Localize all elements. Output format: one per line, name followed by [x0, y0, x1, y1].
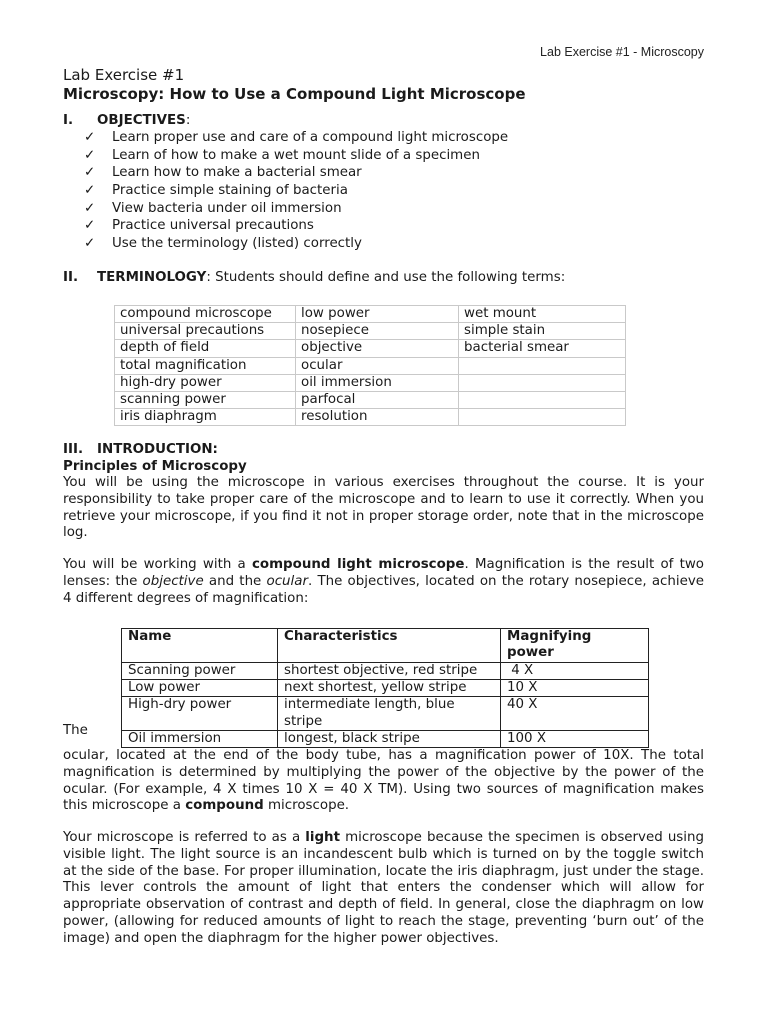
objective-item: ✓ Learn of how to make a wet mount slide of a specimen	[84, 147, 480, 163]
checkmark-icon: ✓	[84, 165, 96, 181]
table-cell: Oil immersion	[122, 730, 278, 747]
table-row	[115, 323, 626, 340]
table-row	[115, 392, 626, 409]
table-cell	[459, 392, 626, 409]
table-row	[115, 409, 626, 426]
table-cell: compound microscope	[115, 306, 296, 323]
table-cell: iris diaphragm	[115, 409, 296, 426]
table-cell: resolution	[296, 409, 459, 426]
table-row	[122, 697, 649, 730]
table-row	[115, 357, 626, 374]
table-cell: 10 X	[501, 680, 649, 697]
section-number: III.	[63, 442, 84, 457]
table-cell: depth of field	[115, 340, 296, 357]
section-number: II.	[63, 270, 79, 285]
section-introduction-heading	[63, 442, 218, 459]
table-cell: intermediate length, blue stripe	[278, 697, 501, 730]
table-header-cell: Magnifying power	[501, 629, 649, 663]
objective-item: ✓ Learn how to make a bacterial smear	[84, 165, 362, 181]
running-header: Lab Exercise #1 - Microscopy	[540, 45, 704, 59]
table-row	[115, 340, 626, 357]
section-terminology-heading	[63, 270, 565, 287]
table-header-row	[122, 629, 649, 663]
float-word: The	[63, 723, 88, 738]
table-cell	[459, 409, 626, 426]
checkmark-icon: ✓	[84, 218, 96, 234]
section-number: I.	[63, 113, 74, 128]
table-cell: High-dry power	[122, 697, 278, 730]
objective-item: ✓ Practice simple staining of bacteria	[84, 183, 348, 199]
table-cell: bacterial smear	[459, 340, 626, 357]
table-cell: objective	[296, 340, 459, 357]
document-title	[63, 66, 526, 104]
terminology-table	[114, 305, 626, 426]
section-objectives-heading: I. OBJECTIVES:	[63, 113, 191, 128]
table-cell: universal precautions	[115, 323, 296, 340]
table-cell: 4 X	[501, 663, 649, 680]
section-title: INTRODUCTION:	[97, 442, 218, 457]
title-line-2: Microscopy: How to Use a Compound Light Microscope	[63, 85, 526, 103]
checkmark-icon: ✓	[84, 130, 96, 145]
checkmark-icon: ✓	[84, 183, 96, 199]
table-cell: scanning power	[115, 392, 296, 409]
table-cell: 100 X	[501, 730, 649, 747]
table-cell: oil immersion	[296, 374, 459, 391]
objective-item: ✓ Learn proper use and care of a compound light microscope	[84, 130, 509, 145]
table-cell: ocular	[296, 357, 459, 374]
objective-item: ✓ Use the terminology (listed) correctly	[84, 236, 362, 252]
table-cell: high-dry power	[115, 374, 296, 391]
intro-paragraph-2: You will be working with a compound light microscope. Magnification is the result of two lenses: the objective and the ocular. The objectives, located on the rotary nosepiece, achieve 4 different degrees of magnification:	[63, 557, 705, 606]
checkmark-icon: ✓	[84, 200, 96, 216]
table-row	[115, 306, 626, 323]
table-cell: longest, black stripe	[278, 730, 501, 747]
table-cell: total magnification	[115, 357, 296, 374]
table-cell: Low power	[122, 680, 278, 697]
magnification-table	[121, 628, 649, 748]
table-header-cell: Name	[122, 629, 278, 663]
table-row	[115, 374, 626, 391]
table-cell: 40 X	[501, 697, 649, 730]
subheading-principles: Principles of Microscopy	[63, 459, 247, 474]
table-header-cell: Characteristics	[278, 629, 501, 663]
objective-item: ✓ Practice universal precautions	[84, 218, 314, 234]
objectives-list	[84, 130, 508, 254]
table-cell: wet mount	[459, 306, 626, 323]
table-cell: next shortest, yellow stripe	[278, 680, 501, 697]
title-line-1: Lab Exercise #1	[63, 66, 185, 84]
table-cell	[459, 374, 626, 391]
table-row	[122, 730, 649, 747]
table-cell: Scanning power	[122, 663, 278, 680]
checkmark-icon: ✓	[84, 236, 96, 252]
intro-paragraph-3: ocular, located at the end of the body tube, has a magnification power of 10X. The total magnification is determined by multiplying the power of the objective by the power of the ocular. (For example, 4 X times 10 X = 40 X TM). Using two sources of magnification makes this microscope a compound microscope.	[63, 748, 704, 814]
intro-paragraph-1: You will be using the microscope in various exercises throughout the course. It is your responsibility to take proper care of the microscope and to learn to use it correctly. When you retrieve your microscope, if you find it not in proper storage order, note that in the microscope log.	[63, 475, 704, 541]
table-row	[122, 680, 649, 697]
checkmark-icon: ✓	[84, 147, 96, 163]
table-row	[122, 663, 649, 680]
intro-paragraph-4: Your microscope is referred to as a light microscope because the specimen is observed using visible light. The light source is an incandescent bulb which is turned on by the toggle switch at the side of the base. For proper illumination, locate the iris diaphragm, just under the stage. This lever controls the amount of light that enters the condenser which will allow for appropriate observation of contrast and depth of field. In general, close the diaphragm on low power, (allowing for reduced amounts of light to reach the stage, preventing ‘burn out’ of the image) and open the diaphragm for the higher power objectives.	[63, 830, 704, 946]
objective-item: ✓ View bacteria under oil immersion	[84, 200, 342, 216]
table-cell: low power	[296, 306, 459, 323]
section-title: OBJECTIVES	[97, 113, 186, 128]
section-title: TERMINOLOGY	[97, 270, 207, 285]
table-cell: parfocal	[296, 392, 459, 409]
table-cell: shortest objective, red stripe	[278, 663, 501, 680]
table-cell	[459, 357, 626, 374]
table-cell: simple stain	[459, 323, 626, 340]
section-description: : Students should define and use the following terms:	[206, 270, 566, 285]
table-cell: nosepiece	[296, 323, 459, 340]
